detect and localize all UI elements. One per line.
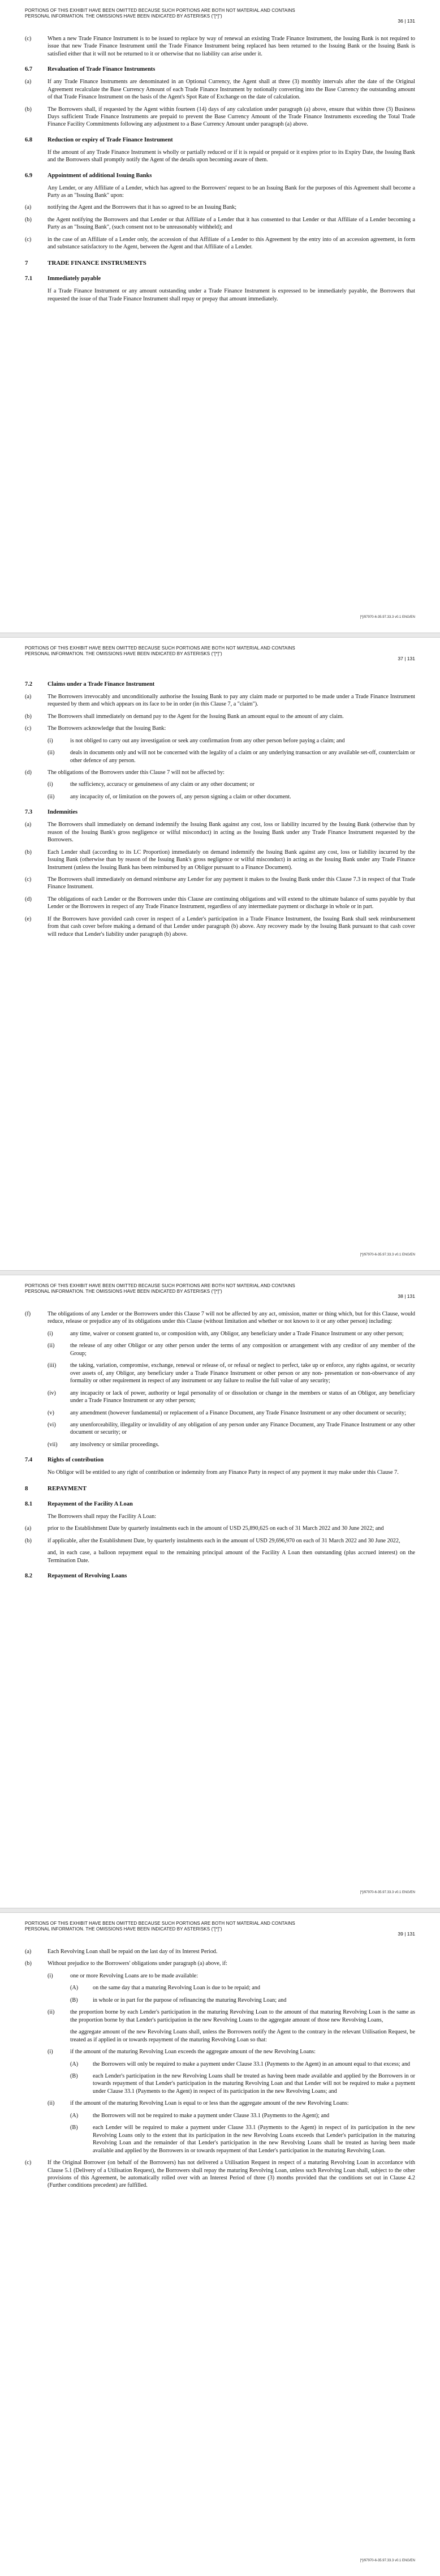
clause-title: Appointment of additional Issuing Banks — [48, 172, 152, 179]
list-item-text: any amendment (however fundamental) or replacement of a Finance Document, any Trade Finance Instrument or any other document or security; — [70, 1409, 407, 1416]
subclause-heading — [25, 66, 415, 74]
clause-number: 7 — [25, 259, 28, 266]
page-number: 37 | 131 — [398, 656, 415, 661]
list-item — [48, 1421, 415, 1437]
list-item-label: (c) — [25, 236, 32, 243]
footer-reference: [*]/97970-6-35.97.33.3 v0.1 ENG/EN — [360, 616, 415, 620]
list-item-text: in the case of an Affiliate of a Lender only, the accession of that Affiliate of a Lender to this Agreement by the entry into of an accession agreement, in form and substance satisfactory to the Agent, between the Agent and that Affiliate of a Lender. — [48, 236, 415, 251]
list-item-text: one or more Revolving Loans are to be made available: — [70, 1972, 199, 1979]
list-item-label: (b) — [25, 713, 32, 720]
list-item-text: each Lender's participation in the new Revolving Loans shall be treated as having been made available and applied by the Borrowers in or towards repayment of that Lender's participation in the maturing Revolving Loan and that Lender will not be required to make a payment under Clause 33.1 (Payments to the Agent) in respect of its participation in the new Revolving Loans; and — [93, 2072, 415, 2095]
document-page — [0, 1275, 440, 1908]
list-item — [70, 2072, 415, 2095]
list-item-label: (i) — [48, 1330, 53, 1337]
list-item-text: The obligations of any Lender or the Borrowers under this Clause 7 will not be affected by any act, omission, matter or thing which, but for this Clause, would reduce, release or prejudice any of its obligations under this Clause (without limitation and whether or not known to it or any other person) including: — [48, 1311, 415, 1325]
list-item-label: (iii) — [48, 1362, 57, 1369]
subclause-heading — [25, 1500, 415, 1508]
page-number: 39 | 131 — [398, 1931, 415, 1937]
list-item-label: (b) — [25, 1537, 32, 1544]
list-item-text: each Lender will be required to make a payment under Clause 33.1 (Payments to the Agent) in respect of its participation in the new Revolving Loans only to the extent that its participation in the new Revolving Loans exceeds that Lender's participation in the maturing Revolving Loan and the remainder of that Lender's participation in the new Revolving Loans shall be treated as having been made available and applied by the Borrowers in or towards repayment of that Lender's participation in the maturing Revolving Loan. — [93, 2125, 415, 2154]
list-item — [25, 78, 415, 101]
list-item-text: The Borrowers shall immediately on demand reimburse any Lender for any payment it makes to the Issuing Bank under this Clause 7.3 in respect of that Trade Finance Instrument. — [48, 876, 415, 891]
list-item-label: (b) — [25, 849, 32, 855]
list-item-text: if the amount of the maturing Revolving Loan exceeds the aggregate amount of the new Revolving Loans: — [70, 2049, 316, 2055]
list-item-text: the taking, variation, compromise, exchange, renewal or release of, or refusal or neglect to perfect, take up or enforce, any rights against, or security over assets of, any Obligor, any beneficiary under a Trade Finance Instrument or other person or any non- presentation or non-observance of any formality or other requirement in respect of any instrument or any failure to realise the full value of any security; — [70, 1362, 415, 1384]
subclause-heading — [25, 172, 415, 180]
confidentiality-notice: PORTIONS OF THIS EXHIBIT HAVE BEEN OMITTED BECAUSE SUCH PORTIONS ARE BOTH NOT MATERIAL AND CONTAINS PERSONAL INFORMATION. THE OMISSIONS HAVE BEEN INDICATED BY ASTERISKS ("[*]") — [25, 646, 295, 656]
list-item — [25, 713, 415, 720]
list-item — [25, 204, 415, 211]
list-item-label: (d) — [25, 896, 32, 902]
subclause-heading — [25, 1572, 415, 1580]
clause-number: 6.8 — [25, 136, 33, 143]
list-item — [25, 1960, 415, 1967]
list-item — [25, 35, 415, 58]
body-paragraph: No Obligor will be entitled to any right of contribution or indemnity from any Finance Party in respect of any payment it may make under this Clause 7. — [48, 1469, 399, 1476]
list-item-text: The Borrowers shall immediately on demand indemnify the Issuing Bank against any cost, loss or liability incurred by the Issuing Bank (otherwise than by reason of the Issuing Bank's gross negligence or wilful misconduct) in acting as the Issuing Bank under any Trade Finance Instrument requested by the Borrowers. — [48, 822, 415, 844]
list-item — [48, 2048, 415, 2055]
list-item — [48, 2100, 415, 2107]
list-item-label: (B) — [70, 1997, 78, 2003]
list-item — [25, 821, 415, 844]
list-item-label: (a) — [25, 204, 32, 211]
list-item-text: any insolvency or similar proceedings. — [70, 1441, 159, 1448]
subclause-heading — [25, 275, 415, 283]
footer-reference: [*]/97970-6-35.97.33.3 v0.1 ENG/EN — [360, 1891, 415, 1895]
list-item-text: The obligations of each Lender or the Borrowers under this Clause are continuing obligations and will extend to the ultimate balance of sums payable by that Lender or the Borrowers in respect of any Trade Finance Instrument, regardless of any intermediate payment or discharge in whole or in part. — [48, 896, 415, 910]
list-item — [70, 1984, 415, 1992]
clause-title: Rights of contribution — [48, 1457, 104, 1464]
body-paragraph: and, in each case, a balloon repayment equal to the remaining principal amount of the Facility A Loan then outstanding (plus accrued interest) on the Termination Date. — [48, 1550, 415, 1564]
list-item-text: The Borrowers irrevocably and unconditionally authorise the Issuing Bank to pay any claim made or purported to be made under a Trade Finance Instrument requested by them and which appears on its face to be in order (in this Clause 7, a "claim"). — [48, 693, 415, 708]
list-item-label: (d) — [25, 769, 32, 776]
confidentiality-notice: PORTIONS OF THIS EXHIBIT HAVE BEEN OMITTED BECAUSE SUCH PORTIONS ARE BOTH NOT MATERIAL AND CONTAINS PERSONAL INFORMATION. THE OMISSIONS HAVE BEEN INDICATED BY ASTERISKS ("[*]") — [25, 1283, 295, 1294]
body-paragraph: Any Lender, or any Affiliate of a Lender, which has agreed to the Borrowers' request to be an Issuing Bank for the purposes of this Agreement shall become a Party as an "Issuing Bank" upon: — [48, 184, 415, 199]
list-item — [48, 1972, 415, 1980]
list-item — [48, 1441, 415, 1448]
list-item-text: any incapacity or lack of power, authority or legal personality of or dissolution or change in the members or status of an Obligor, any beneficiary under a Trade Finance Instrument or any other person; — [70, 1390, 415, 1404]
list-item-text: any time, waiver or consent granted to, or composition with, any Obligor, any beneficiary under a Trade Finance Instrument or any other person; — [70, 1330, 404, 1337]
clause-number: 7.2 — [25, 681, 33, 687]
list-item — [48, 781, 415, 788]
list-item-label: (A) — [70, 2112, 79, 2119]
list-item-label: (f) — [25, 1311, 31, 1317]
list-item — [25, 1310, 415, 1326]
page-separator — [0, 633, 440, 638]
list-item-label: (i) — [48, 1972, 53, 1979]
list-item-text: notifying the Agent and the Borrowers that it has so agreed to be an Issuing Bank; — [48, 204, 237, 211]
list-item-text: When a new Trade Finance Instrument is to be issued to replace by way of renewal an existing Trade Finance Instrument, the Issuing Bank is not required to issue that new Trade Finance Instrument until the Trade Finance Instrument being replaced has been returned to the Issuing Bank or the Issuing Bank is satisfied either that it will not be returned to it or otherwise that no liability can arise under it. — [48, 36, 415, 57]
clause-number: 7.3 — [25, 809, 33, 816]
list-item — [48, 1330, 415, 1338]
list-item-text: deals in documents only and will not be concerned with the legality of a claim or any underlying transaction or any available set-off, counterclaim or other defence of any person. — [70, 750, 415, 764]
body-paragraph: If a Trade Finance Instrument or any amount outstanding under a Trade Finance Instrument is expressed to be immediately payable, the Borrowers that requested the issue of that Trade Finance Instrument shall repay or prepay that amount immediately. — [48, 288, 415, 302]
list-item — [48, 793, 415, 801]
list-item-label: (c) — [25, 36, 32, 42]
list-item — [70, 2124, 415, 2154]
list-item-text: the sufficiency, accuracy or genuineness of any claim or any other document; or — [70, 781, 254, 788]
list-item-label: (v) — [48, 1409, 54, 1416]
page-content — [25, 1310, 415, 1585]
clause-title: Repayment of Revolving Loans — [48, 1573, 127, 1580]
footer-reference: [*]/97970-6-35.97.33.3 v0.1 ENG/EN — [360, 1253, 415, 1257]
list-item-text: Each Lender shall (according to its LC Proportion) immediately on demand indemnify the Issuing Bank against any cost, loss or liability incurred by the Issuing Bank (otherwise than by reason of the Issuing Bank's gross negligence or wilful misconduct) in acting as the Issuing Bank under any Trade Finance Instrument (unless the Issuing Bank has been reimbursed by an Obligor pursuant to a Finance Document). — [48, 849, 415, 871]
list-item-label: (vi) — [48, 1421, 56, 1428]
list-item-label: (a) — [25, 79, 32, 85]
list-item-label: (B) — [70, 2072, 78, 2079]
page-content — [25, 673, 415, 943]
list-item-text: on the same day that a maturing Revolving Loan is due to be repaid; and — [93, 1985, 260, 1992]
list-item-label: (c) — [25, 2160, 32, 2166]
clause-title: Repayment of the Facility A Loan — [48, 1501, 133, 1508]
confidentiality-notice: PORTIONS OF THIS EXHIBIT HAVE BEEN OMITTED BECAUSE SUCH PORTIONS ARE BOTH NOT MATERIAL AND CONTAINS PERSONAL INFORMATION. THE OMISSIONS HAVE BEEN INDICATED BY ASTERISKS ("[*]") — [25, 1921, 295, 1932]
list-item-text: Without prejudice to the Borrowers' obligations under paragraph (a) above, if: — [48, 1960, 227, 1967]
list-item — [48, 737, 415, 745]
page-separator — [0, 1270, 440, 1275]
list-item — [25, 106, 415, 128]
list-item — [25, 1525, 415, 1532]
clause-number: 8 — [25, 1485, 28, 1492]
list-item-label: (iv) — [48, 1390, 56, 1396]
list-item — [25, 693, 415, 708]
list-item-text: if the amount of the maturing Revolving Loan is equal to or less than the aggregate amount of the new Revolving Loans: — [70, 2100, 349, 2107]
list-item — [25, 2159, 415, 2190]
list-item-label: (i) — [48, 2049, 53, 2055]
clause-title: Claims under a Trade Finance Instrument — [48, 681, 155, 687]
body-paragraph: the aggregate amount of the new Revolving Loans shall, unless the Borrowers notify the Agent to the contrary in the relevant Utilisation Request, be treated as if applied in or towards repayment of the maturing Revolving Loan so that: — [70, 2029, 415, 2043]
list-item — [25, 769, 415, 776]
list-item — [48, 1409, 415, 1417]
document-page — [0, 638, 440, 1270]
clause-number: 7.4 — [25, 1457, 33, 1464]
footer-reference: [*]/97970-6-35.97.33.3 v0.1 ENG/EN — [360, 2559, 415, 2563]
list-item-label: (A) — [70, 1985, 79, 1992]
list-item-text: the Borrowers will not be required to make a payment under Clause 33.1 (Payments to the Agent); and — [93, 2112, 330, 2119]
list-item-label: (e) — [25, 915, 32, 922]
list-item-label: (ii) — [48, 2009, 55, 2016]
subclause-heading — [25, 809, 415, 816]
list-item-label: (b) — [25, 106, 32, 113]
list-item — [48, 2009, 415, 2024]
list-item-text: any incapacity of, or limitation on the powers of, any person signing a claim or other document. — [70, 793, 291, 800]
list-item-text: The Borrowers shall immediately on demand pay to the Agent for the Issuing Bank an amount equal to the amount of any claim. — [48, 713, 344, 720]
list-item-text: the Agent notifying the Borrowers and that Lender or that Affiliate of a Lender that it has consented to that Lender or that Affiliate of a Lender becoming a Party as an "Issuing Bank", (such consent not to be unreasonably withheld); and — [48, 216, 415, 231]
clause-number: 6.9 — [25, 172, 33, 179]
list-item-text: If any Trade Finance Instruments are denominated in an Optional Currency, the Agent shall at three (3) monthly intervals after the date of the Original Agreement recalculate the Base Currency Amount of each Trade Finance Instrument by notionally converting into the Base Currency the outstanding amount of that Trade Finance Instrument on the basis of the Agent's Spot Rate of Exchange on the date of calculation. — [48, 79, 415, 101]
list-item-label: (b) — [25, 1960, 32, 1967]
clause-title: TRADE FINANCE INSTRUMENTS — [48, 259, 146, 266]
list-item — [25, 236, 415, 251]
page-content — [25, 35, 415, 307]
list-item — [25, 849, 415, 871]
list-item-label: (i) — [48, 737, 53, 744]
list-item — [70, 2061, 415, 2068]
list-item-text: the proportion borne by each Lender's participation in the maturing Revolving Loan to the amount of that maturing Revolving Loan is the same as the proportion borne by that Lender's participation in the new Revolving Loans to the aggregate amount of those new Revolving Loans, — [70, 2009, 415, 2023]
clause-title: Reduction or expiry of Trade Finance Instrument — [48, 136, 173, 143]
list-item-text: is not obliged to carry out any investigation or seek any confirmation from any other person before paying a claim; and — [70, 737, 345, 744]
list-item-text: If the Borrowers have provided cash cover in respect of a Lender's participation in a Trade Finance Instrument, the Issuing Bank shall seek reimbursement from that cash cover before making a demand of that Lender under paragraph (b) above. Any recovery made by the Issuing Bank pursuant to that cash cover will reduce that Lender's liability under paragraph (b) above. — [48, 915, 415, 937]
list-item-text: Each Revolving Loan shall be repaid on the last day of its Interest Period. — [48, 1949, 218, 1955]
list-item-text: prior to the Establishment Date by quarterly instalments each in the amount of USD 25,890,625 on each of 31 March 2022 and 30 June 2022; and — [48, 1525, 384, 1532]
list-item-text: in whole or in part for the purpose of refinancing the maturing Revolving Loan; and — [93, 1997, 287, 2003]
body-paragraph: If the amount of any Trade Finance Instrument is wholly or partially reduced or if it is repaid or prepaid or it expires prior to its Expiry Date, the Issuing Bank and the Borrowers shall promptly notify the Agent of the details upon becoming aware of them. — [48, 149, 415, 164]
list-item — [25, 896, 415, 911]
confidentiality-notice: PORTIONS OF THIS EXHIBIT HAVE BEEN OMITTED BECAUSE SUCH PORTIONS ARE BOTH NOT MATERIAL AND CONTAINS PERSONAL INFORMATION. THE OMISSIONS HAVE BEEN INDICATED BY ASTERISKS ("[*]") — [25, 8, 295, 19]
list-item-label: (a) — [25, 1949, 32, 1955]
list-item-text: The Borrowers acknowledge that the Issuing Bank: — [48, 725, 166, 732]
list-item-text: any unenforceability, illegality or invalidity of any obligation of any person under any Finance Document, any Trade Finance Instrument or any other document or security; or — [70, 1421, 415, 1436]
page-number: 36 | 131 — [398, 18, 415, 24]
clause-title: Immediately payable — [48, 276, 101, 282]
list-item-text: The Borrowers shall, if requested by the Agent within fourteen (14) days of any calculation under paragraph (a) above, ensure that within three (3) Business Days sufficient Trade Finance Instruments are prepaid to prevent the Base Currency Amount of the Trade Finance Instruments exceeding the Total Trade Finance Facility Commitments following any adjustment to a Base Currency Amount under paragraph (a) above. — [48, 106, 415, 128]
list-item-label: (a) — [25, 822, 32, 828]
list-item-text: if applicable, after the Establishment Date, by quarterly instalments each in the amount of USD 29,696,970 on each of 31 March 2022 and 30 June 2022, — [48, 1537, 400, 1544]
list-item-label: (ii) — [48, 750, 55, 756]
clause-number: 7.1 — [25, 276, 33, 282]
list-item-label: (c) — [25, 725, 32, 732]
document-page — [0, 0, 440, 633]
subclause-heading — [25, 1456, 415, 1464]
page-content — [25, 1948, 415, 2194]
list-item-label: (b) — [25, 216, 32, 223]
list-item — [25, 216, 415, 231]
list-item — [25, 1537, 415, 1545]
list-item-label: (ii) — [48, 793, 55, 800]
list-item — [25, 876, 415, 891]
clause-number: 6.7 — [25, 66, 33, 73]
list-item-text: the Borrowers will only be required to make a payment under Clause 33.1 (Payments to the Agent) in an amount equal to that excess; and — [93, 2061, 411, 2067]
list-item-label: (ii) — [48, 1343, 55, 1349]
list-item — [70, 1997, 415, 2004]
clause-title: Revaluation of Trade Finance Instruments — [48, 66, 156, 73]
body-paragraph: The Borrowers shall repay the Facility A Loan: — [48, 1513, 157, 1520]
list-item-label: (a) — [25, 693, 32, 700]
list-item-label: (A) — [70, 2061, 79, 2067]
clause-heading — [25, 1485, 415, 1493]
clause-title: Indemnities — [48, 809, 78, 816]
list-item-label: (ii) — [48, 2100, 55, 2107]
page-number: 38 | 131 — [398, 1293, 415, 1299]
clause-heading — [25, 259, 415, 268]
subclause-heading — [25, 681, 415, 689]
list-item-label: (vii) — [48, 1441, 58, 1448]
list-item — [70, 2112, 415, 2119]
list-item-text: If the Original Borrower (on behalf of the Borrowers) has not delivered a Utilisation Request in respect of a maturing Revolving Loan in accordance with Clause 5.1 (Delivery of a Utilisation Request), the Borrowers shall repay the maturing Revolving Loan, unless such Revolving Loan shall, subject to the other provisions of this Agreement, be automatically rolled over with an Interest Period of three (3) months provided that the conditions set out in Clause 4.2 (Further conditions precedent) are fulfilled. — [48, 2160, 415, 2189]
list-item — [25, 915, 415, 938]
list-item — [25, 725, 415, 732]
list-item — [48, 1342, 415, 1357]
clause-number: 8.1 — [25, 1501, 33, 1508]
list-item-text: the release of any other Obligor or any other person under the terms of any composition or arrangement with any creditor of any member of the Group; — [70, 1343, 415, 1357]
page-separator — [0, 1908, 440, 1913]
list-item-label: (B) — [70, 2125, 78, 2131]
document-page — [0, 1913, 440, 2576]
clause-title: REPAYMENT — [48, 1485, 87, 1492]
list-item — [48, 1390, 415, 1405]
list-item — [48, 749, 415, 764]
clause-number: 8.2 — [25, 1573, 33, 1580]
list-item-text: The obligations of the Borrowers under this Clause 7 will not be affected by: — [48, 769, 225, 776]
subclause-heading — [25, 136, 415, 144]
list-item — [25, 1948, 415, 1955]
list-item-label: (c) — [25, 876, 32, 883]
list-item-label: (a) — [25, 1525, 32, 1532]
list-item — [48, 1362, 415, 1384]
list-item-label: (i) — [48, 781, 53, 788]
